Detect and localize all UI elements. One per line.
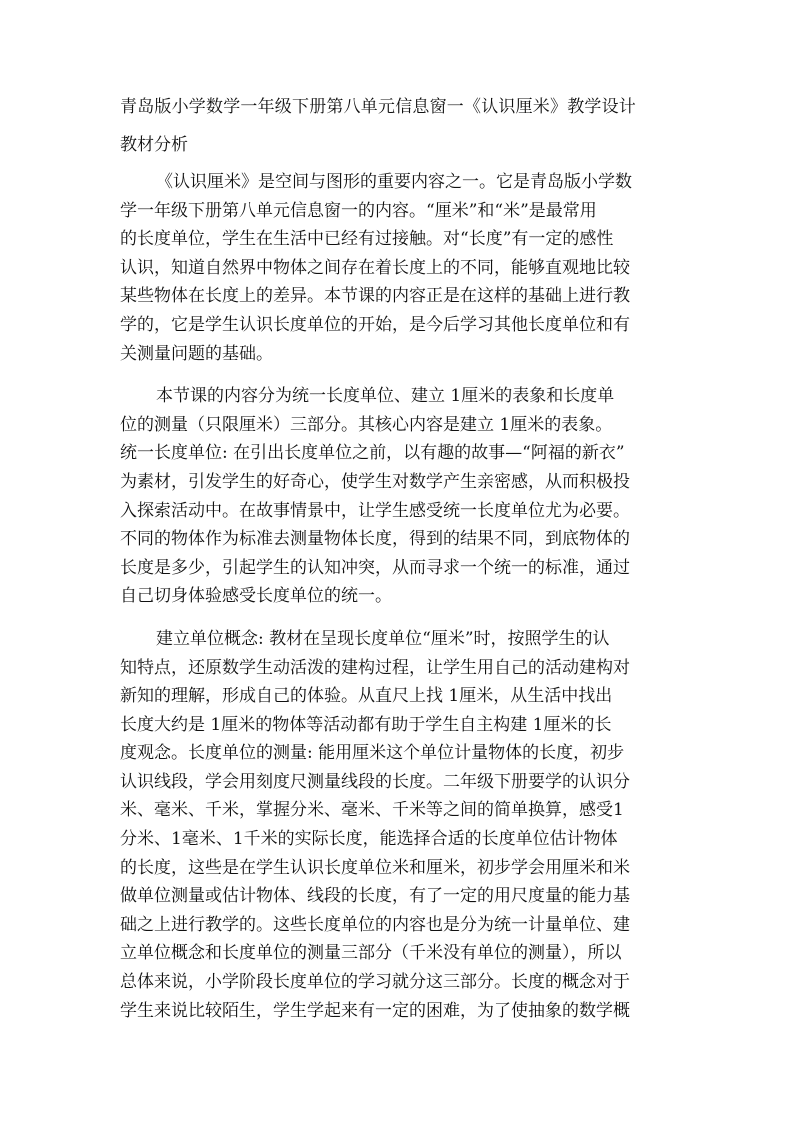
paragraph-line: 关测量问题的基础。: [120, 343, 273, 364]
paragraph-line: 长度大约是 1厘米的物体等活动都有助于学生自主构建 1厘米的长: [120, 714, 612, 735]
paragraph-line: 的长度，这些是在学生认识长度单位米和厘米，初步学会用厘米和米: [120, 857, 630, 878]
paragraph-line: 建立单位概念: 教材在呈现长度单位“厘米”时，按照学生的认: [156, 628, 610, 649]
paragraph-line: 的长度单位，学生在生活中已经有过接触。对“长度”有一定的感性: [120, 229, 614, 250]
paragraph-line: 认识，知道自然界中物体之间存在着长度上的不同，能够直观地比较: [120, 257, 630, 278]
paragraph-line: 本节课的内容分为统一长度单位、建立 1厘米的表象和长度单: [156, 386, 615, 407]
paragraph: [120, 625, 685, 1025]
paragraph-line: 长度是多少，引起学生的认知冲突，从而寻求一个统一的标准，通过: [120, 557, 630, 578]
paragraph-line: 某些物体在长度上的差异。本节课的内容正是在这样的基础上进行教: [120, 286, 630, 307]
paragraph: [120, 168, 685, 368]
paragraph-line: 做单位测量或估计物体、线段的长度，有了一定的用尺度量的能力基: [120, 886, 630, 907]
paragraph-line: 学生来说比较陌生，学生学起来有一定的困难，为了使抽象的数学概: [120, 1000, 630, 1021]
paragraph-line: 学一年级下册第八单元信息窗一的内容。“厘米”和“米”是最常用: [120, 200, 597, 221]
paragraph-line: 学的，它是学生认识长度单位的开始，是今后学习其他长度单位和有: [120, 314, 630, 335]
paragraph-line: 认识线段，学会用刻度尺测量线段的长度。二年级下册要学的认识分: [120, 771, 630, 792]
paragraph-line: 不同的物体作为标准去测量物体长度，得到的结果不同，到底物体的: [120, 529, 630, 550]
document-title: 青岛版小学数学一年级下册第八单元信息窗一《认识厘米》教学设计: [120, 97, 636, 117]
paragraph-line: 《认识厘米》是空间与图形的重要内容之一。它是青岛版小学数: [156, 172, 632, 192]
paragraph-line: 础之上进行教学的。这些长度单位的内容也是分为统一计量单位、建: [120, 914, 630, 935]
paragraph-line: 为素材，引发学生的好奇心，使学生对数学产生亲密感，从而积极投: [120, 471, 630, 492]
paragraph: [120, 382, 685, 611]
paragraph-line: 知特点，还原数学生动活泼的建构过程，让学生用自己的活动建构对: [120, 657, 630, 678]
paragraph-line: 总体来说，小学阶段长度单位的学习就分这三部分。长度的概念对于: [120, 972, 630, 993]
paragraph-line: 自己切身体验感受长度单位的统一。: [120, 586, 392, 607]
paragraph-line: 立单位概念和长度单位的测量三部分（千米没有单位的测量），所以: [120, 943, 622, 964]
paragraph-line: 米、毫米、千米，掌握分米、毫米、千米等之间的简单换算，感受1: [120, 800, 624, 821]
section-heading: 教材分析: [120, 135, 188, 155]
paragraph-line: 统一长度单位: 在引出长度单位之前，以有趣的故事—“阿福的新衣”: [120, 443, 625, 464]
document-page: [120, 94, 685, 1039]
paragraph-line: 新知的理解，形成自己的体验。从直尺上找 1厘米，从生活中找出: [120, 686, 613, 707]
paragraph-line: 位的测量（只限厘米）三部分。其核心内容是建立 1厘米的表象。: [120, 414, 613, 435]
paragraph-line: 度观念。长度单位的测量: 能用厘米这个单位计量物体的长度，初步: [120, 743, 625, 764]
paragraph-line: 入探索活动中。在故事情景中，让学生感受统一长度单位尤为必要。: [120, 500, 630, 521]
paragraph-line: 分米、1毫米、1千米的实际长度，能选择合适的长度单位估计物体: [120, 829, 618, 850]
